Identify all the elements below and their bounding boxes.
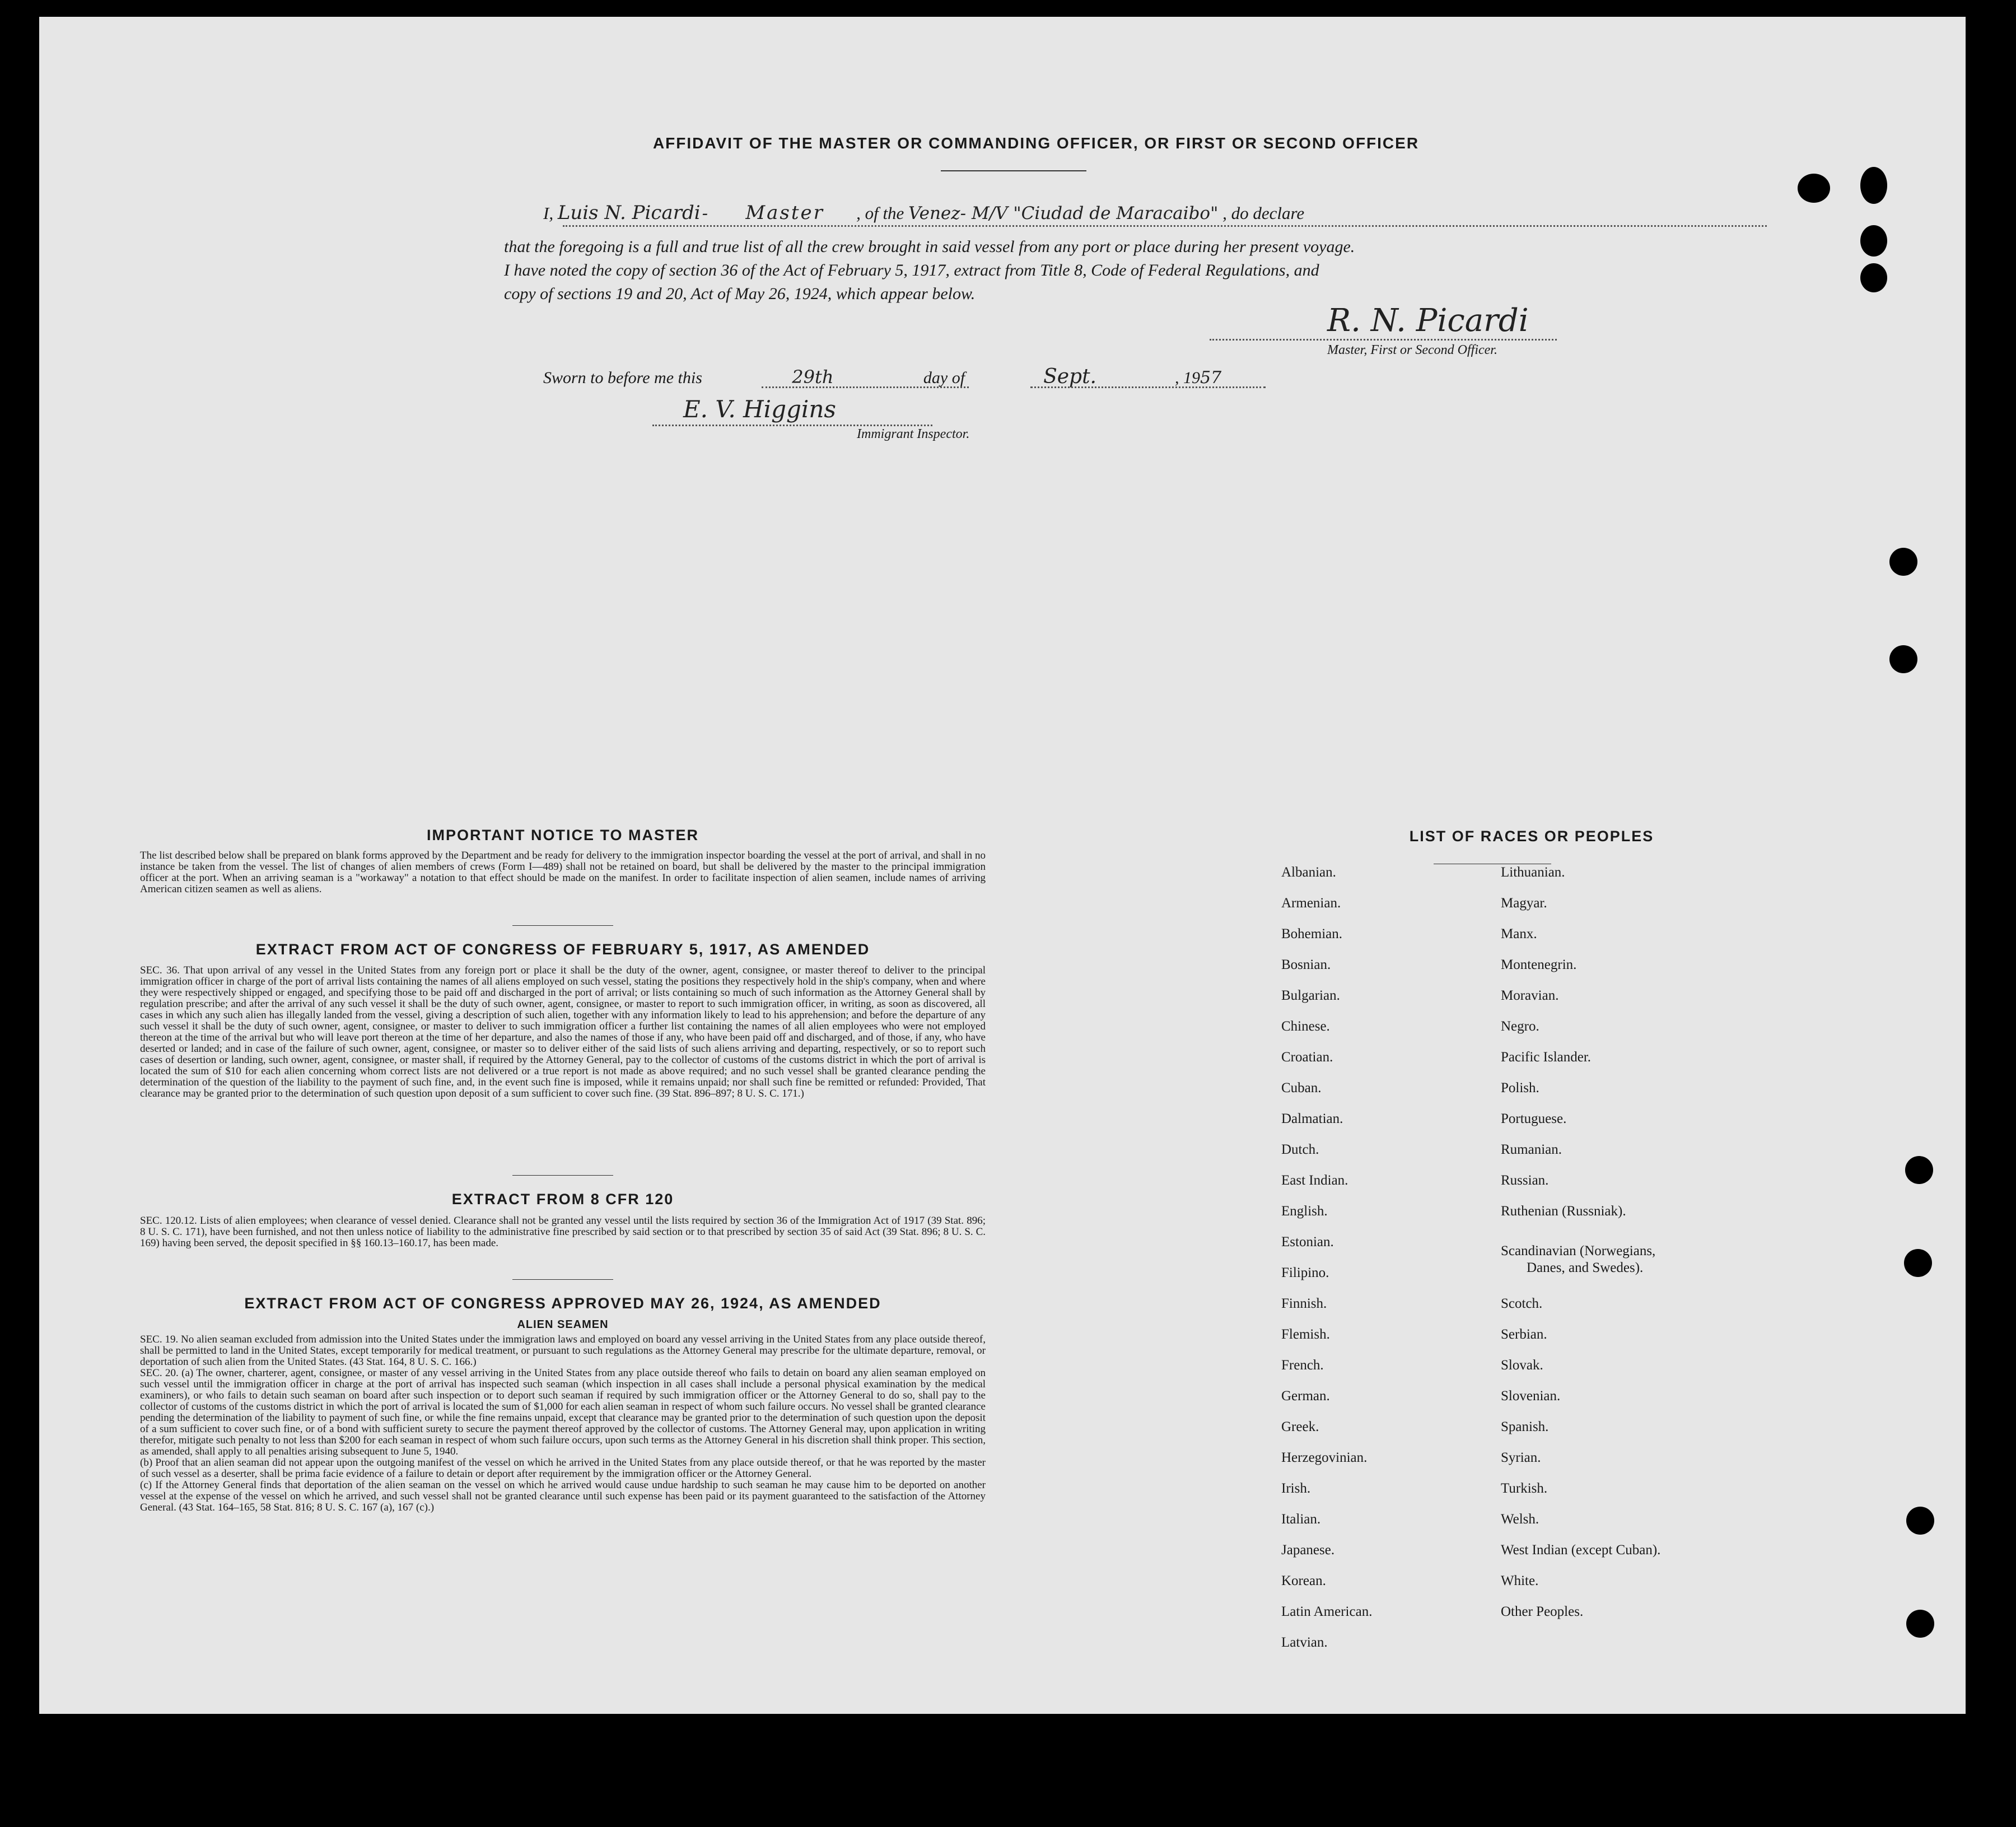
divider xyxy=(512,1279,613,1280)
extract-1917-text: SEC. 36. That upon arrival of any vessel in the United States from any foreign port or place it shall be the duty of the owner, agent, consignee, or master thereof to deliver to the principal immigration officer in charge of the port of arrival lists containing the names of all aliens employed on such vessel, stating the positions they respectively hold in the ship's company, when and where they were respectively shipped or engaged, and specifying those to be paid off and discharged in the port of arrival; or lists containing so much of such information as the Attorney General shall by regulation prescribe; and after the arrival of any such vessel it shall be the duty of such owner, agent, consignee, or master to report to such immigration officer, in writing, as soon as discovered, all cases in which any such alien has illegally landed from the vessel, giving a description of such alien, together with any information likely to lead to his apprehension; and before the departure of any such vessel it shall be the duty of such owner, agent, consignee, or master to deliver to such immigration officer a further list containing the names of all alien employees who were not employed thereon at the time of the arrival but who will leave port thereon at the time of her departure, and also the names of those if any, who have been paid off and discharged, and of those, if any, who have deserted or landed; and in case of the failure of such owner, agent, consignee, or master so to deliver either of the said lists of such aliens arriving and departing, respectively, or so to report such cases of desertion or landing, such owner, agent, consignee, or master shall, if required by the Attorney General, pay to the collector of customs of the customs district in which the port of arrival is located the sum of $10 for each alien concerning whom correct lists are not delivered or a true report is not made as above required; and no such vessel shall be granted clearance pending the determination of the question of the liability to the payment of such fine, and, in the event such fine is imposed, while it remains unpaid; nor shall such fine be remitted or refunded: Provided, That clearance may be granted prior to the determination of such question upon deposit of a sum sufficient to cover such fine. (39 Stat. 896–897; 8 U. S. C. 171.) xyxy=(140,964,986,1099)
notice-text: The list described below shall be prepared on blank forms approved by the Department and be ready for delivery to the immigration inspector boarding the vessel at the port of arrival, and shall in no instance be taken from the vessel. The list of changes of alien members of crews (Form I—489) shall not be retained on board, but shall be delivered by the master to the principal immigration officer at the port. When an arriving seaman is a "workaway" a notation to that effect should be made on the manifest. In order to facilitate inspection of alien seamen, include names of arriving American citizen seamen as well as aliens. xyxy=(140,850,986,895)
sworn-year-prefix: , 19 xyxy=(1175,369,1201,387)
race-item: Flemish. xyxy=(1281,1327,1330,1342)
race-item: Slovenian. xyxy=(1501,1388,1561,1404)
race-item: Manx. xyxy=(1501,926,1537,942)
signature-caption: Master, First or Second Officer. xyxy=(1327,343,1497,357)
race-item: English. xyxy=(1281,1204,1328,1219)
affidavit-body-line-2: that the foregoing is a full and true list of all the crew brought in said vessel from any port or place during her present voyage. xyxy=(504,237,1355,256)
race-item: Bosnian. xyxy=(1281,957,1331,972)
race-item: Portuguese. xyxy=(1501,1111,1567,1126)
section-19-text: SEC. 19. No alien seaman excluded from admission into the United States under the immigration laws and employed on board any vessel arriving in the United States from any place outside thereof, shall be permitted to land in the United States, except temporarily for medical treatment, or pursuant to such regulations as the Attorney General may prescribe for the ultimate departure, removal, or deportation of such alien from the United States. (43 Stat. 164, 8 U. S. C. 166.) xyxy=(140,1334,986,1368)
race-item: Herzegovinian. xyxy=(1281,1450,1368,1465)
race-item: Turkish. xyxy=(1501,1481,1548,1496)
race-item: Chinese. xyxy=(1281,1019,1330,1034)
race-item: Negro. xyxy=(1501,1019,1539,1034)
race-item: Danes, and Swedes). xyxy=(1527,1260,1644,1275)
divider xyxy=(941,170,1086,171)
race-item: Albanian. xyxy=(1281,865,1336,880)
punch-hole xyxy=(1860,263,1887,292)
race-item: Dalmatian. xyxy=(1281,1111,1343,1126)
handwritten-sworn-month: Sept. xyxy=(1043,365,1096,388)
affidavit-line-1 xyxy=(543,202,1607,224)
race-item: Welsh. xyxy=(1501,1512,1539,1527)
race-item: Filipino. xyxy=(1281,1265,1329,1280)
handwritten-dash: - xyxy=(702,203,708,223)
extract-1924-text xyxy=(140,1334,986,1513)
race-item: East Indian. xyxy=(1281,1173,1348,1188)
sworn-day-of: day of xyxy=(923,369,965,387)
section-20b-text: (b) Proof that an alien seaman did not appear upon the outgoing manifest of the vessel on which he arrived in the United States from any place outside thereof, or that he was reported by the master of such vessel as a deserter, shall be prima facie evidence of a failure to detain or deport after requirement by the immigration officer or the Attorney General. xyxy=(140,1457,986,1480)
extract-cfr-heading: EXTRACT FROM 8 CFR 120 xyxy=(451,1191,674,1208)
race-item: Finnish. xyxy=(1281,1296,1327,1311)
alien-seamen-subheading: ALIEN SEAMEN xyxy=(517,1318,609,1331)
affidavit-pre-name: I, xyxy=(543,203,554,223)
sworn-month-underline xyxy=(1030,386,1266,388)
punch-hole xyxy=(1904,1249,1932,1277)
affidavit-body-line-4: copy of sections 19 and 20, Act of May 26, 1924, which appear below. xyxy=(504,285,976,303)
race-item: Cuban. xyxy=(1281,1080,1322,1096)
race-item: West Indian (except Cuban). xyxy=(1501,1542,1661,1558)
race-item: Slovak. xyxy=(1501,1358,1543,1373)
punch-hole xyxy=(1798,174,1830,203)
handwritten-rank: Master xyxy=(745,202,824,224)
race-item: Bulgarian. xyxy=(1281,988,1340,1003)
race-item: Syrian. xyxy=(1501,1450,1541,1465)
race-item: Croatian. xyxy=(1281,1050,1333,1065)
inspector-caption: Immigrant Inspector. xyxy=(857,427,970,441)
race-item: White. xyxy=(1501,1573,1539,1588)
race-item: Scotch. xyxy=(1501,1296,1543,1311)
race-item: Polish. xyxy=(1501,1080,1539,1096)
extract-1917-heading: EXTRACT FROM ACT OF CONGRESS OF FEBRUARY 5, 1917, AS AMENDED xyxy=(255,941,870,958)
race-item: Lithuanian. xyxy=(1501,865,1565,880)
race-item: Korean. xyxy=(1281,1573,1326,1588)
sworn-day-underline xyxy=(762,386,969,388)
notice-heading: IMPORTANT NOTICE TO MASTER xyxy=(427,827,699,843)
races-heading: LIST OF RACES OR PEOPLES xyxy=(1409,828,1654,845)
handwritten-inspector-signature: E. V. Higgins xyxy=(683,395,836,423)
race-item: Other Peoples. xyxy=(1501,1604,1584,1619)
extract-cfr-text: SEC. 120.12. Lists of alien employees; when clearance of vessel denied. Clearance shall not be granted any vessel until the lists required by section 36 of the Immigration Act of 1917 (39 Stat. 896; 8 U. S. C. 171), have been furnished, and not then unless notice of liability to the administrative fine prescribed by said section or to that prescribed by section 35 of said Act (39 Stat. 896; 8 U. S. C. 169) having been served, the deposit specified in §§ 160.13–160.17, has been made. xyxy=(140,1215,986,1249)
punch-hole xyxy=(1889,645,1917,673)
race-item: Rumanian. xyxy=(1501,1142,1562,1157)
race-item: Pacific Islander. xyxy=(1501,1050,1592,1065)
race-item: Moravian. xyxy=(1501,988,1559,1003)
race-item: Russian. xyxy=(1501,1173,1549,1188)
name-underline xyxy=(563,225,1767,227)
divider xyxy=(512,925,613,926)
handwritten-master-name: Luis N. Picardi xyxy=(557,202,701,224)
punch-hole xyxy=(1889,548,1917,576)
race-item: Bohemian. xyxy=(1281,926,1343,942)
race-item: Ruthenian (Russniak). xyxy=(1501,1204,1626,1219)
section-20a-text: SEC. 20. (a) The owner, charterer, agent, consignee, or master of any vessel arriving in the United States from any place outside thereof who fails to detain on board any alien seaman employed on such vessel until the immigration officer in charge at the port of arrival has inspected such seaman (which inspection in all cases shall include a personal physical examination by the medical examiners), or who fails to detain such seaman on board after such inspection or to deport such seaman if required by such immigration officer or the Attorney General to do so, shall pay to the collector of customs of the customs district in which the port of arrival is located the sum of $1,000 for each alien seaman in respect of whom such failure occurs. No vessel shall be granted clearance pending the determination of the liability to payment of such fine, or while the fine remains unpaid, except that clearance may be granted prior to the determination of such question upon the deposit of a sum sufficient to cover such fine, or of a bond with sufficient surety to secure the payment thereof approved by the collector of customs. The Attorney General may, upon application in writing therefor, mitigate such penalty to not less than $200 for each seaman in respect of whom such failure occurs, upon such terms as the Attorney General in his discretion shall think proper. This section, as amended, shall apply to all penalties arising subsequent to June 5, 1940. xyxy=(140,1367,986,1457)
punch-hole xyxy=(1906,1610,1934,1638)
race-item: Italian. xyxy=(1281,1512,1321,1527)
race-item: Estonian. xyxy=(1281,1234,1334,1250)
handwritten-master-signature: R. N. Picardi xyxy=(1327,302,1529,339)
punch-hole xyxy=(1906,1507,1934,1535)
document-page xyxy=(39,17,1966,1714)
section-20c-text: (c) If the Attorney General finds that deportation of the alien seaman on the vessel on which he arrived would cause undue hardship to such seaman he may cause him to be deported on another vessel at the expense of the vessel on which he arrived, and such vessel shall not be granted clearance until such expense has been paid or its payment guaranteed to the satisfaction of the Attorney General. (43 Stat. 164–165, 58 Stat. 816; 8 U. S. C. 167 (a), 167 (c).) xyxy=(140,1479,986,1513)
race-item: Montenegrin. xyxy=(1501,957,1577,972)
sworn-prefix: Sworn to before me this xyxy=(543,369,702,387)
punch-hole xyxy=(1860,167,1887,204)
race-item: Latin American. xyxy=(1281,1604,1373,1619)
race-item: Armenian. xyxy=(1281,896,1341,911)
race-item: Latvian. xyxy=(1281,1635,1328,1650)
race-item: Dutch. xyxy=(1281,1142,1319,1157)
affidavit-do-declare: , do declare xyxy=(1222,203,1305,223)
race-item: Magyar. xyxy=(1501,896,1547,911)
race-item: Japanese. xyxy=(1281,1542,1335,1558)
race-item: Greek. xyxy=(1281,1419,1319,1434)
race-item: French. xyxy=(1281,1358,1324,1373)
race-item: Irish. xyxy=(1281,1481,1311,1496)
handwritten-vessel-name: Venez- M/V "Ciudad de Maracaibo" xyxy=(908,203,1219,223)
race-item: German. xyxy=(1281,1388,1330,1404)
handwritten-sworn-year: 57 xyxy=(1200,368,1222,388)
sworn-line xyxy=(543,365,1383,388)
extract-1924-heading: EXTRACT FROM ACT OF CONGRESS APPROVED MAY 26, 1924, AS AMENDED xyxy=(244,1295,881,1312)
affidavit-body-line-3: I have noted the copy of section 36 of the Act of February 5, 1917, extract from Title 8, Code of Federal Regulations, and xyxy=(504,261,1319,279)
punch-hole xyxy=(1860,225,1887,257)
race-item: Scandinavian (Norwegians, xyxy=(1501,1243,1656,1259)
punch-hole xyxy=(1905,1156,1933,1184)
race-item: Serbian. xyxy=(1501,1327,1547,1342)
signature-line xyxy=(1210,339,1557,341)
affidavit-heading: AFFIDAVIT OF THE MASTER OR COMMANDING OFFICER, OR FIRST OR SECOND OFFICER xyxy=(652,134,1420,152)
affidavit-of-the: , of the xyxy=(856,203,904,223)
inspector-line xyxy=(652,425,932,426)
handwritten-sworn-day: 29th xyxy=(792,366,834,388)
race-item: Spanish. xyxy=(1501,1419,1549,1434)
divider xyxy=(512,1175,613,1176)
